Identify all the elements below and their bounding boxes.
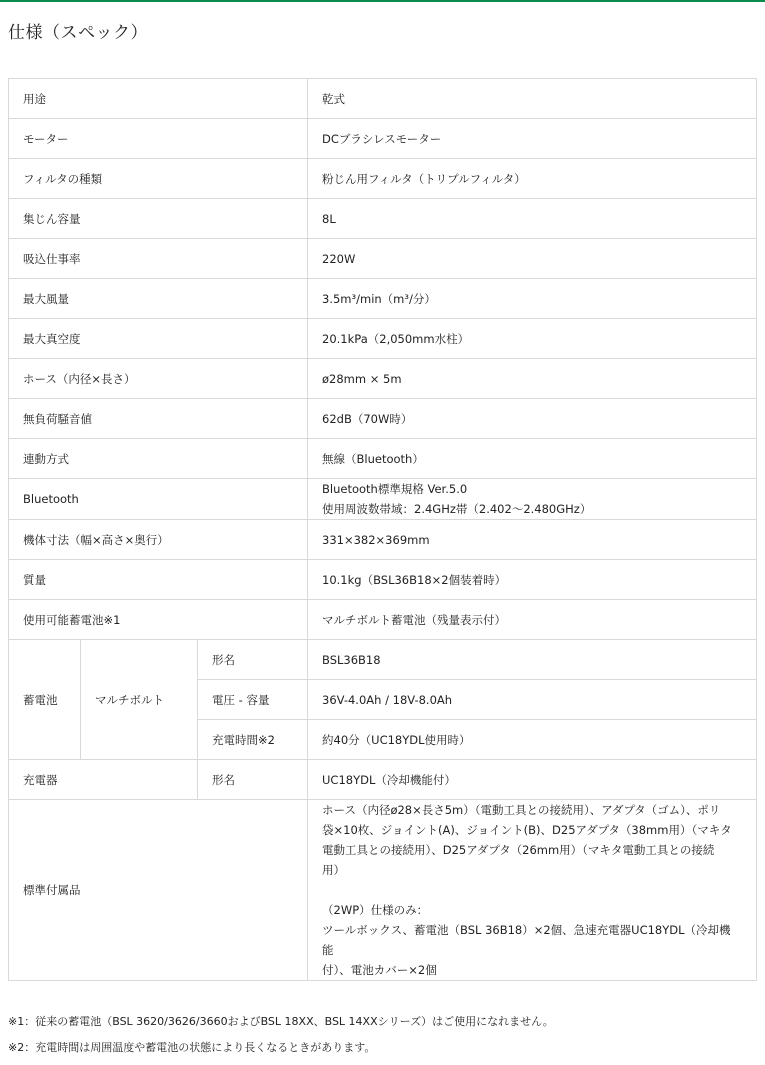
- row-value: 220W: [308, 239, 757, 279]
- table-row: [9, 319, 757, 359]
- table-row: [9, 79, 757, 119]
- row-label: 最大風量: [9, 279, 308, 319]
- table-row: [9, 359, 757, 399]
- accessory-line: ホース（内径ø28×長さ5m）（電動工具との接続用）、アダプタ（ゴム）、ポリ: [322, 803, 721, 817]
- table-row: [9, 199, 757, 239]
- spec-table: [8, 78, 757, 981]
- row-label: 用途: [9, 79, 308, 119]
- row-label: 最大真空度: [9, 319, 308, 359]
- battery-sub-label: マルチボルト: [81, 640, 198, 760]
- table-row-bluetooth: [9, 479, 757, 520]
- row-value: [308, 479, 757, 520]
- row-value: 10.1kg（BSL36B18×2個装着時）: [308, 560, 757, 600]
- row-label: 質量: [9, 560, 308, 600]
- charger-sub-label: 形名: [198, 760, 308, 800]
- table-row: [9, 600, 757, 640]
- row-label: 集じん容量: [9, 199, 308, 239]
- footnotes: [8, 1013, 554, 1065]
- charger-value: UC18YDL（冷却機能付）: [308, 760, 757, 800]
- row-value: 62dB（70W時）: [308, 399, 757, 439]
- row-label: 充電時間※2: [198, 720, 308, 760]
- row-value: DCブラシレスモーター: [308, 119, 757, 159]
- row-label: 使用可能蓄電池※1: [9, 600, 308, 640]
- row-value: 331×382×369mm: [308, 520, 757, 560]
- row-value: 8L: [308, 199, 757, 239]
- spacer: [322, 880, 742, 900]
- row-label: Bluetooth: [9, 479, 308, 520]
- row-label: 吸込仕事率: [9, 239, 308, 279]
- table-row: [9, 119, 757, 159]
- row-value: 36V-4.0Ah / 18V-8.0Ah: [308, 680, 757, 720]
- accessory-line: 電動工具との接続用）、D25アダプタ（26mm用）（マキタ電動工具との接続: [322, 843, 715, 857]
- accessories-label: 標準付属品: [9, 800, 308, 981]
- table-row-battery: [9, 640, 757, 680]
- footnote-2: ※2：充電時間は周囲温度や蓄電池の状態により長くなるときがあります。: [8, 1041, 376, 1054]
- row-value: ø28mm × 5m: [308, 359, 757, 399]
- row-value: 3.5m³/min（m³/分）: [308, 279, 757, 319]
- row-label: 機体寸法（幅×高さ×奥行）: [9, 520, 308, 560]
- accessory-line: 用）: [322, 863, 346, 877]
- row-value: 粉じん用フィルタ（トリプルフィルタ）: [308, 159, 757, 199]
- row-label: モーター: [9, 119, 308, 159]
- row-label: 電圧 - 容量: [198, 680, 308, 720]
- bluetooth-standard: Bluetooth標準規格 Ver.5.0: [322, 482, 468, 496]
- accessory-line: 袋×10枚、ジョイント(A)、ジョイント(B)、D25アダプタ（38mm用）（マキタ: [322, 823, 732, 837]
- top-accent-line: [0, 0, 765, 2]
- table-row: [9, 439, 757, 479]
- row-value: 無線（Bluetooth）: [308, 439, 757, 479]
- charger-label: 充電器: [9, 760, 198, 800]
- accessory-line: 付）、電池カバー×2個: [322, 963, 437, 977]
- accessories-value: [308, 800, 757, 981]
- row-value: マルチボルト蓄電池（残量表示付）: [308, 600, 757, 640]
- table-row: [9, 239, 757, 279]
- row-value: 約40分（UC18YDL使用時）: [308, 720, 757, 760]
- table-row: [9, 399, 757, 439]
- footnote-1: ※1：従来の蓄電池（BSL 3620/3626/3660およびBSL 18XX、BSL 14XXシリーズ）はご使用になれません。: [8, 1015, 554, 1028]
- table-row-charger: [9, 760, 757, 800]
- table-row: [9, 159, 757, 199]
- row-label: 無負荷騒音値: [9, 399, 308, 439]
- table-row: [9, 520, 757, 560]
- accessory-line: （2WP）仕様のみ：: [322, 903, 429, 917]
- row-value: 乾式: [308, 79, 757, 119]
- row-value: 20.1kPa（2,050mm水柱）: [308, 319, 757, 359]
- bluetooth-frequency: 使用周波数帯域：2.4GHz帯（2.402～2.480GHz）: [322, 502, 592, 516]
- table-row-accessories: [9, 800, 757, 981]
- row-label: フィルタの種類: [9, 159, 308, 199]
- battery-label: 蓄電池: [9, 640, 81, 760]
- row-label: 形名: [198, 640, 308, 680]
- row-label: ホース（内径×長さ）: [9, 359, 308, 399]
- row-label: 連動方式: [9, 439, 308, 479]
- row-value: BSL36B18: [308, 640, 757, 680]
- table-row: [9, 279, 757, 319]
- table-row: [9, 560, 757, 600]
- page-title: 仕様（スペック）: [8, 23, 148, 43]
- accessory-line: ツールボックス、蓄電池（BSL 36B18）×2個、急速充電器UC18YDL（冷却機能: [322, 923, 731, 957]
